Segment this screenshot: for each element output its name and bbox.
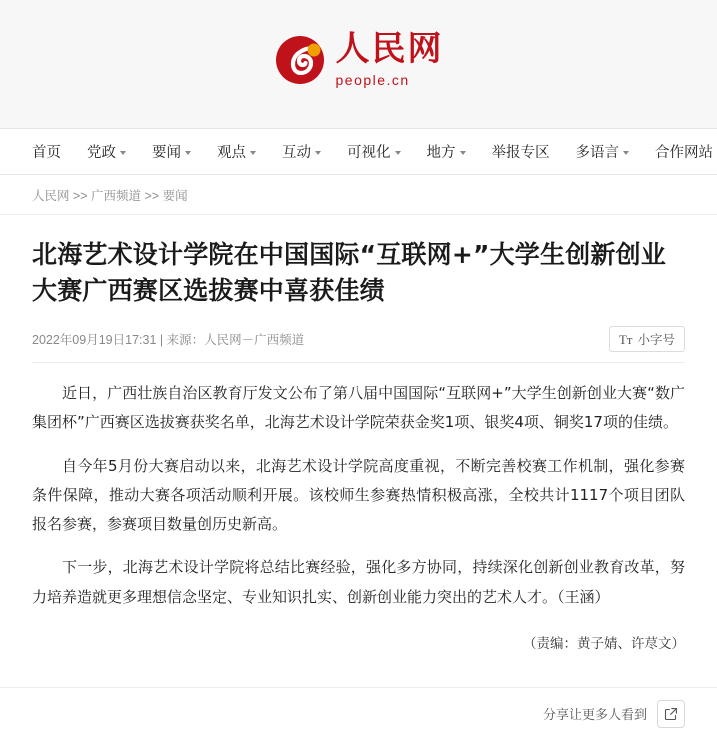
font-size-icon: Tᴛ	[618, 331, 633, 347]
chevron-down-icon	[120, 151, 126, 155]
breadcrumb-text: 人民网 >> 广西频道 >> 要闻	[32, 188, 188, 203]
article-paragraph: 自今年5月份大赛启动以来，北海艺术设计学院高度重视，不断完善校赛工作机制，强化参赛条件保障，推动大赛各项活动顺利开展。该校师生参赛热情积极高涨，全校共计1117个项目团队报名参赛，参赛项目数量创历史新高。	[32, 456, 685, 533]
nav-item-label: 合作网站	[655, 145, 713, 161]
chevron-down-icon	[395, 151, 401, 155]
chevron-down-icon	[623, 151, 629, 155]
share-bar	[0, 687, 717, 739]
share-label: 分享让更多人看到	[542, 708, 647, 723]
nav-item-label: 党政	[87, 145, 116, 161]
article-meta-row	[32, 326, 685, 363]
nav-item-label: 可视化	[347, 145, 391, 161]
nav-item-label: 要闻	[152, 145, 181, 161]
article-body	[32, 363, 685, 652]
site-masthead	[0, 0, 717, 129]
people-cn-logo-icon	[274, 34, 326, 86]
nav-item-hezuowangzhan[interactable]	[655, 141, 717, 162]
share-external-icon[interactable]	[657, 700, 685, 728]
nav-item-duoyuyan[interactable]	[576, 141, 630, 162]
breadcrumb[interactable]	[0, 175, 717, 215]
nav-item-yaowen[interactable]	[152, 141, 191, 162]
logo-title-cn: 人民网	[335, 29, 444, 70]
logo-title-en: people.cn	[335, 71, 410, 88]
article-paragraph: 下一步，北海艺术设计学院将总结比赛经验，强化多方协同，持续深化创新创业教育改革，努力培养造就更多理想信念坚定、专业知识扎实、创新创业能力突出的艺术人才。（王涵）	[32, 558, 685, 606]
article-editor-credit: （责编：黄子婧、许荩文）	[523, 635, 685, 652]
logo-text	[335, 29, 444, 88]
article-meta: 2022年09月19日17:31 | 来源：人民网－广西频道	[32, 333, 305, 347]
chevron-down-icon	[185, 151, 191, 155]
nav-item-label: 观点	[217, 145, 246, 161]
nav-item-guandian[interactable]	[217, 141, 256, 162]
nav-item-label: 首页	[32, 145, 61, 161]
main-nav	[0, 129, 717, 175]
article	[0, 215, 717, 652]
nav-item-dangzheng[interactable]	[87, 141, 126, 162]
chevron-down-icon	[460, 151, 466, 155]
nav-item-label: 地方	[426, 145, 456, 161]
nav-item-keshihua[interactable]	[347, 141, 401, 162]
site-logo[interactable]	[274, 29, 444, 88]
font-size-button[interactable]	[609, 326, 685, 352]
article-paragraph: 近日，广西壮族自治区教育厅发文公布了第八届中国国际“互联网+”大学生创新创业大赛“数广集团杯”广西赛区选拔赛获奖名单，北海艺术设计学院荣获金奖1项、银奖4项、铜奖17项的佳绩。	[32, 384, 685, 432]
nav-item-difang[interactable]	[427, 141, 466, 162]
chevron-down-icon	[315, 151, 321, 155]
nav-item-home[interactable]	[32, 141, 61, 162]
page-title: 北海艺术设计学院在中国国际“互联网+”大学生创新创业大赛广西赛区选拔赛中喜获佳绩	[32, 240, 667, 305]
nav-item-label: 多语言	[575, 145, 619, 161]
font-size-label: 小字号	[637, 333, 675, 347]
nav-item-label: 举报专区	[491, 145, 550, 161]
nav-item-jubaozhuanqu[interactable]	[492, 141, 550, 162]
chevron-down-icon	[250, 151, 256, 155]
nav-item-label: 互动	[282, 145, 311, 161]
nav-item-hudong[interactable]	[282, 141, 321, 162]
